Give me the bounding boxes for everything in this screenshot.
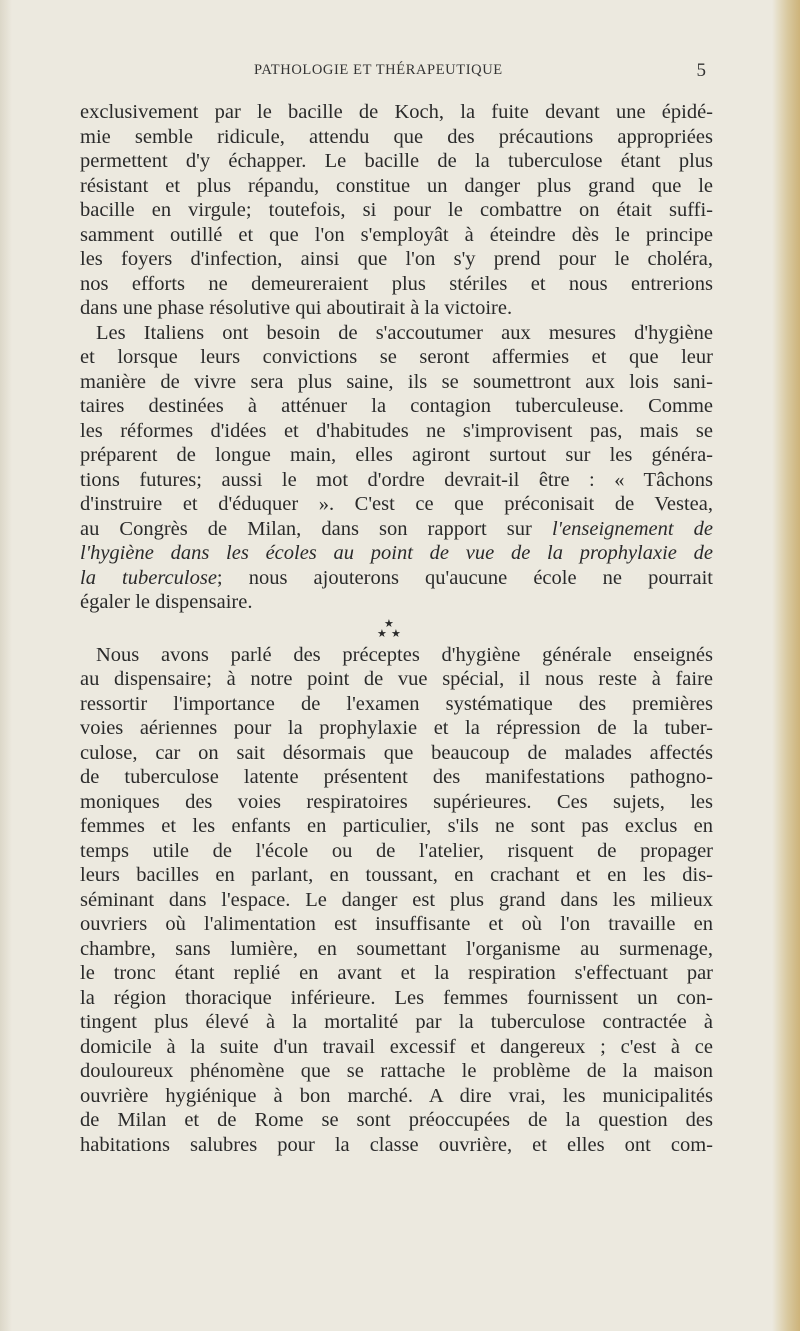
text-line: nos efforts ne demeureraient plus stériles et nous entrerions xyxy=(80,272,713,295)
text-line: permettent d'y échapper. Le bacille de la tuberculose étant plus xyxy=(80,150,713,172)
text-line: égaler le dispensaire. xyxy=(80,591,253,613)
text-line: domicile à la suite d'un travail excessif et dangereux ; c'est à ce xyxy=(80,1035,713,1058)
text-line: de tuberculose latente présentent des manifestations pathogno- xyxy=(80,766,713,788)
text-line: d'instruire et d'éduquer ». C'est ce que préconisait de Vestea, xyxy=(80,493,713,515)
text-line: ouvrière hygiénique à bon marché. A dire vrai, les municipalités xyxy=(80,1084,713,1107)
text-line: leurs bacilles en parlant, en toussant, en crachant et en les dis- xyxy=(80,864,713,886)
text-line: Les Italiens ont besoin de s'accoutumer aux mesures d'hygiène xyxy=(96,321,713,344)
text-line: femmes et les enfants en particulier, s'ils ne sont pas exclus en xyxy=(80,815,713,837)
text-line: de Milan et de Rome se sont préoccupées de la question des xyxy=(80,1109,713,1131)
text-line: et lorsque leurs convictions se seront affermies et que leur xyxy=(80,346,713,368)
text-line: habitations salubres pour la classe ouvrière, et elles ont com- xyxy=(80,1133,713,1156)
text-line: manière de vivre sera plus saine, ils se soumettront aux lois sani- xyxy=(80,370,713,393)
separator-star: ★ xyxy=(377,627,387,640)
page-number: 5 xyxy=(696,60,706,81)
page-header xyxy=(254,62,706,86)
text-segment: au Congrès de Milan, dans son rapport sur xyxy=(80,517,552,540)
text-line: séminant dans l'espace. Le danger est plus grand dans les milieux xyxy=(80,888,713,911)
text-line: au dispensaire; à notre point de vue spécial, il nous reste à faire xyxy=(80,668,713,690)
text-line: culose, car on sait désormais que beaucoup de malades affectés xyxy=(80,741,713,764)
text-line: taires destinées à atténuer la contagion tuberculeuse. Comme xyxy=(80,395,713,417)
paragraph-3 xyxy=(80,643,713,1158)
page-right-edge xyxy=(772,0,800,1331)
text-line: chambre, sans lumière, en soumettant l'organisme au surmenage, xyxy=(80,937,713,960)
page-left-edge xyxy=(0,0,12,1331)
text-line xyxy=(80,517,713,542)
section-separator xyxy=(80,615,713,640)
text-line: dans une phase résolutive qui aboutirait à la victoire. xyxy=(80,297,513,319)
separator-star: ★ xyxy=(391,627,401,640)
text-line: douloureux phénomène que se rattache le problème de la maison xyxy=(80,1060,713,1082)
italic-title-segment: la tuberculose xyxy=(80,566,217,589)
text-line: tingent plus élevé à la mortalité par la tuberculose contractée à xyxy=(80,1011,713,1033)
paragraph-2 xyxy=(80,321,713,615)
italic-title-segment: l'hygiène dans les écoles au point de vue de la prophylaxie de xyxy=(80,542,713,564)
separator-star: ★ xyxy=(384,617,394,630)
body-text xyxy=(80,100,713,1157)
text-line: ressortir l'importance de l'examen systématique des premières xyxy=(80,692,713,715)
text-line: les foyers d'infection, ainsi que l'on s'y prend pour le choléra, xyxy=(80,248,713,270)
text-line: samment outillé et que l'on s'employât à éteindre dès le principe xyxy=(80,223,713,246)
text-line xyxy=(80,566,713,591)
text-line: bacille en virgule; toutefois, si pour le combattre on était suffi- xyxy=(80,199,713,221)
text-line: résistant et plus répandu, constitue un danger plus grand que le xyxy=(80,174,713,197)
text-line: mie semble ridicule, attendu que des précautions appropriées xyxy=(80,125,713,148)
text-line: voies aériennes pour la prophylaxie et la répression de la tuber- xyxy=(80,717,713,739)
text-line: ouvriers où l'alimentation est insuffisante et où l'on travaille en xyxy=(80,913,713,935)
running-title: PATHOLOGIE ET THÉRAPEUTIQUE xyxy=(254,62,503,78)
text-segment: ; nous ajouterons qu'aucune école ne pourrait xyxy=(216,566,713,589)
text-line: tions futures; aussi le mot d'ordre devrait-il être : « Tâchons xyxy=(80,468,713,491)
text-line: Nous avons parlé des préceptes d'hygiène générale enseignés xyxy=(96,643,713,666)
text-line: les réformes d'idées et d'habitudes ne s'improvisent pas, mais se xyxy=(80,419,713,442)
italic-title-segment: l'enseignement de xyxy=(551,517,713,540)
text-line: préparent de longue main, elles agiront surtout sur les généra- xyxy=(80,444,713,466)
text-line: la région thoracique inférieure. Les femmes fournissent un con- xyxy=(80,986,713,1009)
text-line: moniques des voies respiratoires supérieures. Ces sujets, les xyxy=(80,790,713,813)
text-line: le tronc étant replié en avant et la respiration s'effectuant par xyxy=(80,962,713,984)
text-line xyxy=(80,541,713,566)
text-line: temps utile de l'école ou de l'atelier, risquent de propager xyxy=(80,839,713,862)
text-line: exclusivement par le bacille de Koch, la fuite devant une épidé- xyxy=(80,101,713,123)
paragraph-1 xyxy=(80,100,713,321)
